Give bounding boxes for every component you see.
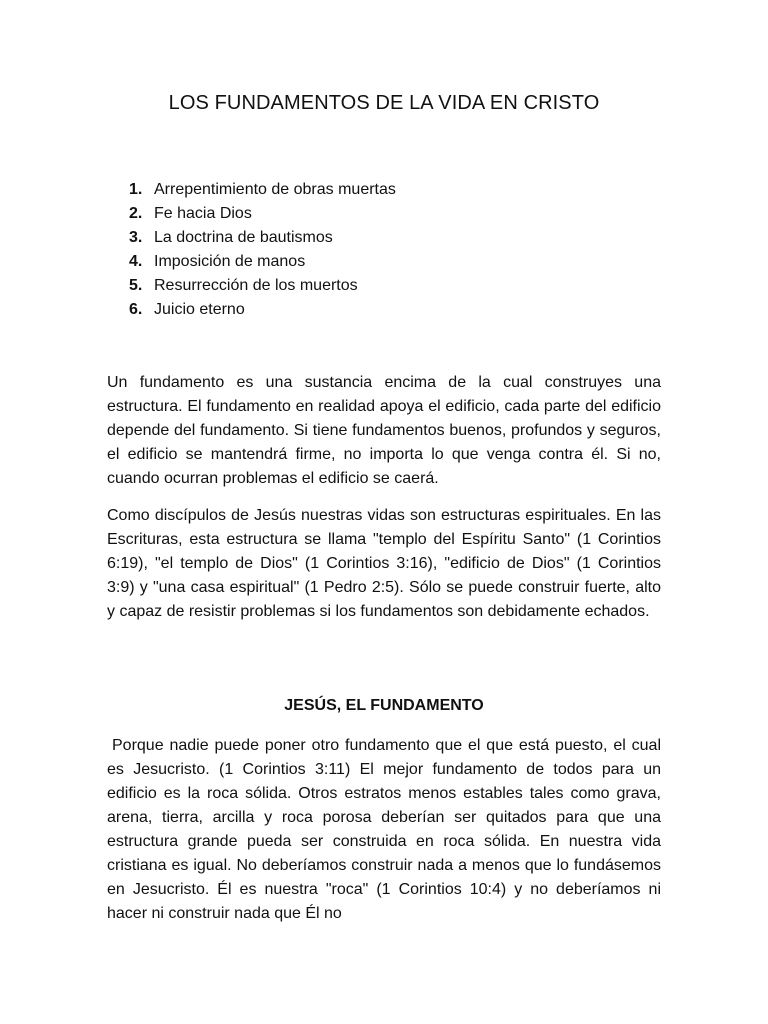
paragraph-spiritual-structures: Como discípulos de Jesús nuestras vidas son estructuras espirituales. En las Escrituras, esta estructura se llama "templo del Espíritu Santo" (1 Corintios 6:19), "el templo de Dios" (1 Corintios 3:16), "edificio de Dios" (1 Corintios 3:9) y "una casa espiritual" (1 Pedro 2:5). Sólo se puede construir fuerte, alto y capaz de resistir problemas si los fundamentos son debidamente echados.: [107, 507, 661, 620]
list-text: Arrepentimiento de obras muertas: [154, 181, 396, 198]
document-title: LOS FUNDAMENTOS DE LA VIDA EN CRISTO: [168, 92, 600, 114]
list-number: 1.: [129, 181, 143, 198]
paragraph-jesus-foundation: Porque nadie puede poner otro fundamento que el que está puesto, el cual es Jesucristo. (1 Corintios 3:11) El mejor fundamento de todos para un edificio es la roca sólida. Otros estratos menos estables tales como grava, arena, tierra, arcilla y roca porosa deberían ser quitados para que una estructura grande pueda ser construida en roca sólida. En nuestra vida cristiana es igual. No deberíamos construir nada a menos que lo fundásemos en Jesucristo. Él es nuestra "roca" (1 Corintios 10:4) y no deberíamos ni hacer ni construir nada que Él no: [107, 737, 661, 922]
paragraph-foundation-definition: Un fundamento es una sustancia encima de la cual construyes una estructura. El fundamento en realidad apoya el edificio, cada parte del edificio depende del fundamento. Si tiene fundamentos buenos, profundos y seguros, el edificio se mantendrá firme, no importa lo que venga contra él. Si no, cuando ocurran problemas el edificio se caerá.: [107, 374, 661, 487]
list-item: [129, 202, 396, 226]
list-text: Fe hacia Dios: [154, 205, 252, 222]
list-text: Juicio eterno: [154, 301, 245, 318]
list-item: [129, 178, 396, 202]
list-number: 3.: [129, 229, 143, 246]
list-text: Imposición de manos: [154, 253, 306, 270]
list-item: [129, 250, 396, 274]
list-item: [129, 226, 396, 250]
list-text: Resurrección de los muertos: [154, 277, 358, 294]
list-number: 2.: [129, 205, 143, 222]
list-text: La doctrina de bautismos: [154, 229, 333, 246]
list-item: [129, 298, 396, 322]
foundations-list: [129, 178, 396, 322]
section-heading: JESÚS, EL FUNDAMENTO: [284, 697, 484, 714]
list-number: 6.: [129, 301, 143, 318]
list-number: 4.: [129, 253, 143, 270]
list-number: 5.: [129, 277, 143, 294]
list-item: [129, 274, 396, 298]
